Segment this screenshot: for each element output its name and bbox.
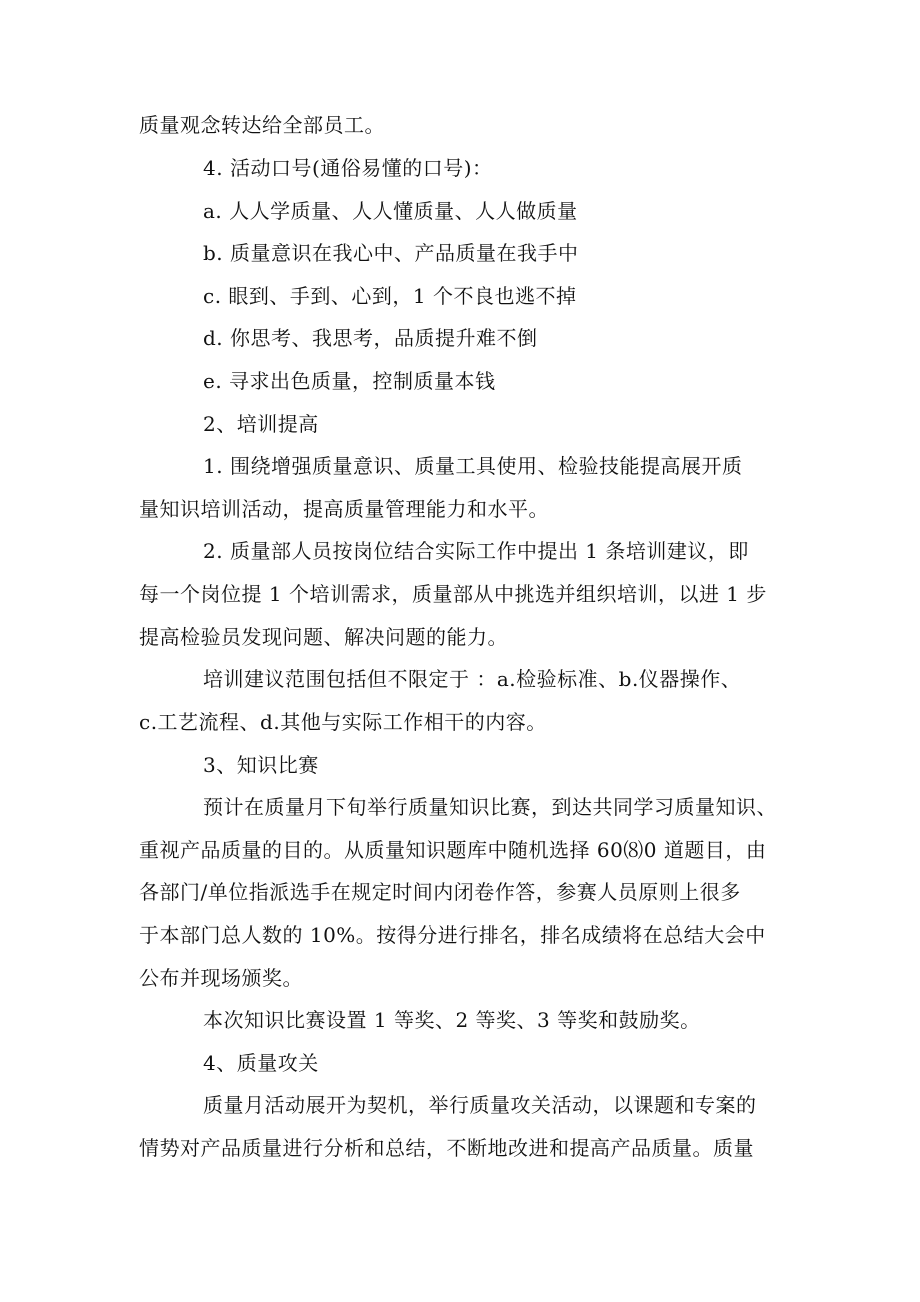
text-line: 培训建议范围包括但不限定于 ：a.检验标准、b.仪器操作、: [203, 667, 742, 691]
text-line: 情势对产品质量进行分析和总结，不断地改进和提高产品质量。质量: [139, 1136, 754, 1160]
text-line: 预计在质量月下旬举行质量知识比赛，到达共同学习质量知识、: [203, 795, 777, 819]
section-heading: 3、知识比赛: [203, 753, 319, 777]
text-line: c.工艺流程、d.其他与实际工作相干的内容。: [139, 710, 547, 734]
text-line: 2. 质量部人员按岗位结合实际工作中提出 1 条培训建议，即: [203, 539, 749, 563]
text-line: 4. 活动口号(通俗易懂的口号)：: [203, 156, 493, 180]
text-line: b. 质量意识在我心中、产品质量在我手中: [203, 241, 579, 265]
section-heading: 2、培训提高: [203, 412, 319, 436]
text-line: 于本部门总人数的 10%。按得分进行排名，排名成绩将在总结大会中: [139, 923, 766, 947]
text-line: 量知识培训活动，提高质量管理能力和水平。: [139, 497, 549, 521]
text-line: d. 你思考、我思考，品质提升难不倒: [203, 326, 538, 350]
text-line: 各部门/单位指派选手在规定时间内闭卷作答，参赛人员原则上很多: [139, 880, 741, 904]
text-line: 公布并现场颁奖。: [139, 966, 303, 990]
text-line: 提高检验员发现问题、解决问题的能力。: [139, 625, 508, 649]
section-heading: 4、质量攻关: [203, 1051, 319, 1075]
text-line: 本次知识比赛设置 1 等奖、2 等奖、3 等奖和鼓励奖。: [203, 1008, 701, 1032]
text-line: c. 眼到、手到、心到，1 个不良也逃不掉: [203, 284, 577, 308]
text-line: 重视产品质量的目的。从质量知识题库中随机选择 60⑻0 道题目，由: [139, 838, 767, 862]
text-line: e. 寻求出色质量，控制质量本钱: [203, 369, 496, 393]
text-line: 1. 围绕增强质量意识、质量工具使用、检验技能提高展开质: [203, 454, 743, 478]
text-line: 质量月活动展开为契机，举行质量攻关活动，以课题和专案的: [203, 1093, 757, 1117]
text-line: a. 人人学质量、人人懂质量、人人做质量: [203, 199, 578, 223]
text-line: 每一个岗位提 1 个培训需求，质量部从中挑选并组织培训，以进 1 步: [139, 582, 767, 606]
text-line: 质量观念转达给全部员工。: [139, 113, 385, 137]
